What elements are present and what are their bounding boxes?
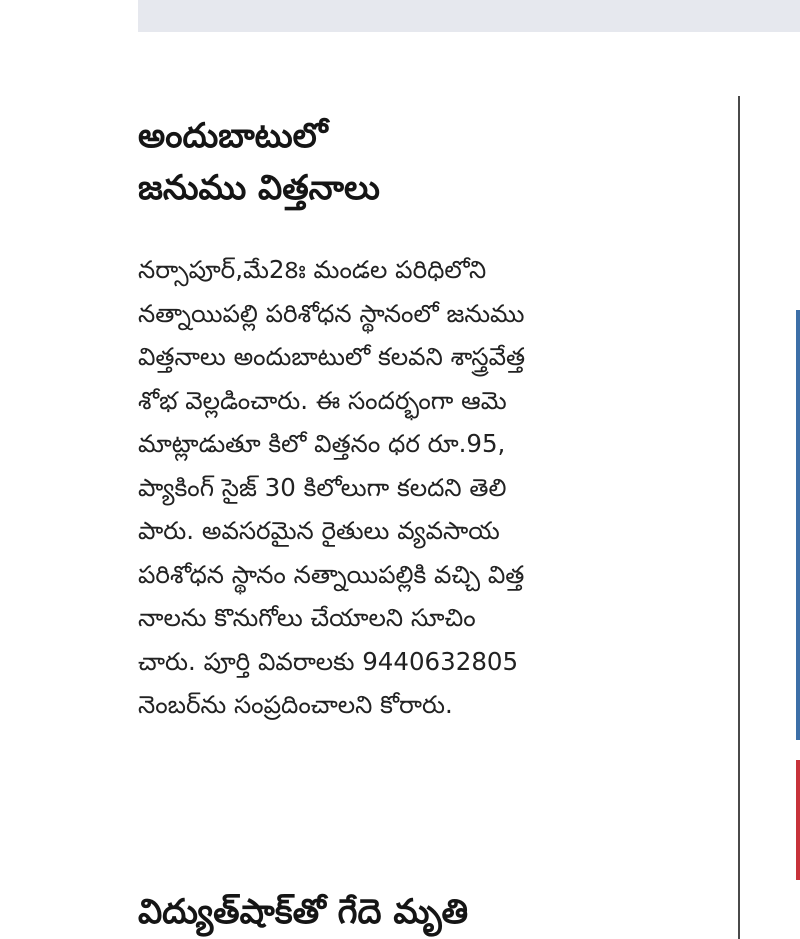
body-line: పారు. అవసరమైన రైతులు వ్యవసాయ	[138, 516, 500, 545]
adjacent-column-red-strip	[796, 760, 800, 880]
adjacent-column-blue-strip	[796, 310, 800, 740]
top-band	[138, 0, 800, 32]
next-article-headline: విద్యుత్‌షాక్‌తో గేదె మృతి	[138, 892, 469, 932]
body-line: మాట్లాడుతూ కిలో విత్తనం ధర రూ.95,	[138, 429, 506, 458]
body-line: నాలను కొనుగోలు చేయాలని సూచిం	[138, 603, 476, 632]
column-divider	[738, 96, 740, 939]
article-body	[138, 248, 728, 727]
body-line: నర్సాపూర్,మే28ః మండల పరిధిలోని	[138, 255, 487, 284]
article-headline	[138, 110, 728, 214]
body-line: చారు. పూర్తి వివరాలకు 9440632805	[138, 646, 519, 676]
body-line: ప్యాకింగ్ సైజ్ 30 కిలోలుగా కలదని తెలి	[138, 472, 507, 502]
body-line: పరిశోధన స్థానం నత్నాయిపల్లికి వచ్చి విత్త	[138, 559, 525, 589]
body-line: విత్తనాలు అందుబాటులో కలవని శాస్త్రవేత్త	[138, 342, 526, 371]
body-line: నత్నాయిపల్లి పరిశోధన స్థానంలో జనుము	[138, 298, 525, 328]
headline-line: అందుబాటులో	[138, 116, 328, 156]
headline-line: జనుము విత్తనాలు	[138, 168, 380, 208]
news-article	[138, 110, 728, 727]
body-line: నెంబర్‌ను సంప్రదించాలని కోరారు.	[138, 690, 453, 719]
body-line: శోభ వెల్లడించారు. ఈ సందర్భంగా ఆమె	[138, 385, 507, 415]
